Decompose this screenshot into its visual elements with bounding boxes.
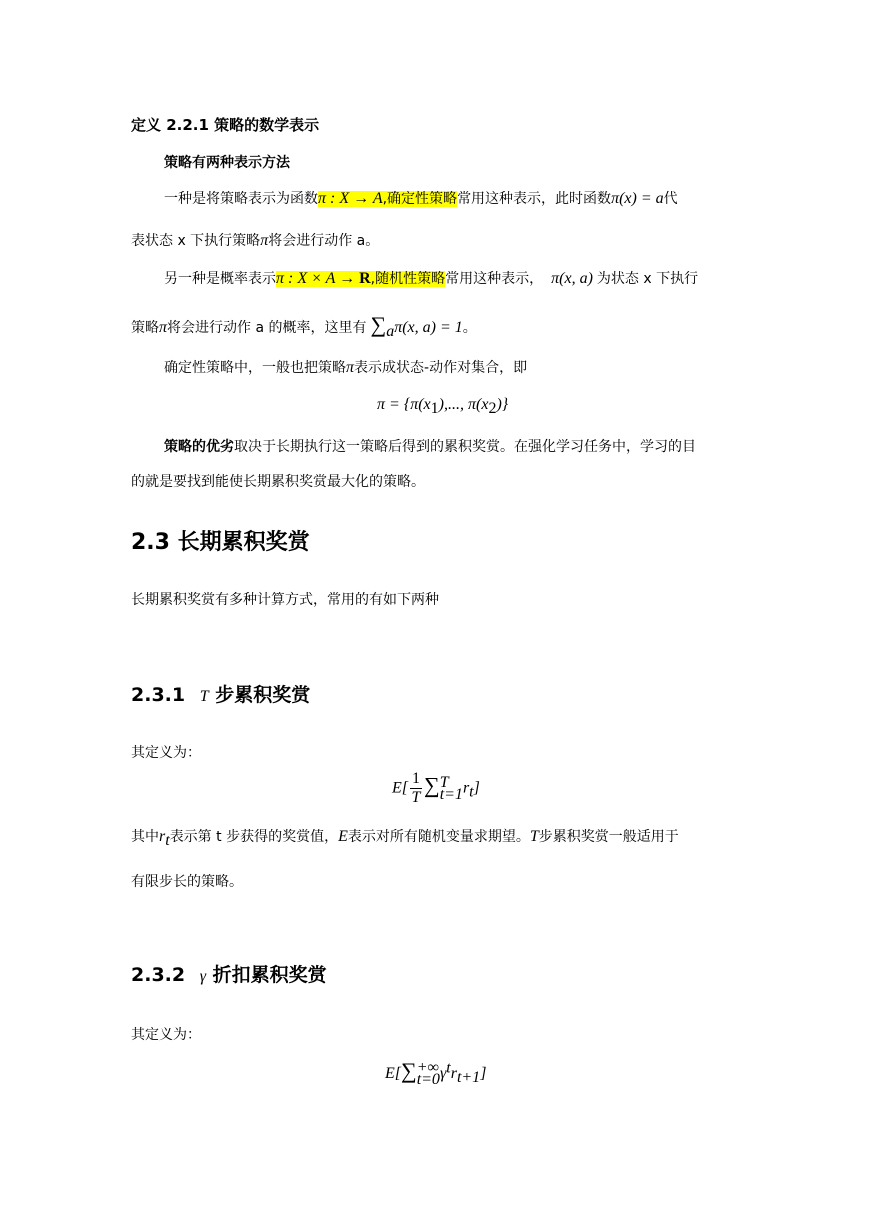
definition-title: 定义 2.2.1 策略的数学表示: [131, 116, 320, 134]
formula-subscript: t+1: [456, 1068, 481, 1086]
sum-symbol: ∑: [401, 1058, 417, 1083]
paragraph-t-step-line2: 有限步长的策略。: [131, 874, 243, 890]
text-span: 表示第 t 步获得的奖赏值，: [169, 829, 339, 845]
formula-deterministic: π : X → A: [318, 190, 383, 207]
heading-symbol: T: [199, 688, 209, 705]
formula-part: ]: [480, 1065, 487, 1082]
paragraph-t-step-line1: [131, 826, 679, 850]
highlight-label: ,确定性策略: [382, 191, 458, 207]
sum-lower: t=1: [439, 785, 463, 803]
section-2-3-text: 长期累积奖赏有多种计算方式，常用的有如下两种: [131, 592, 439, 608]
formula-subscript: 1: [430, 399, 439, 417]
text-span: 取决于长期执行这一策略后得到的累积奖赏。在强化学习任务中，学习的目: [234, 439, 696, 455]
section-heading-2-3: 2.3 长期累积奖赏: [131, 530, 310, 555]
text-span: 常用这种表示，: [445, 271, 544, 287]
text-span: 确定性策略中，一般也把策略: [164, 360, 346, 376]
formula-t-step-reward: [392, 770, 480, 807]
text-span: 表状态 x 下执行策略: [131, 233, 261, 249]
formula-subscript: t: [165, 831, 170, 849]
paragraph-quality-line2: 的就是要找到能使长期累积奖赏最大化的策略。: [131, 474, 425, 490]
fraction-numerator: 1: [412, 770, 420, 787]
formula-part: E[: [392, 779, 408, 797]
heading-text: 折扣累积奖赏: [212, 964, 327, 986]
formula-part: E: [338, 828, 348, 845]
text-span: 另一种是概率表示: [164, 271, 276, 287]
formula-pi-x: π(x) = a: [611, 190, 664, 207]
heading-symbol: γ: [199, 968, 207, 985]
sum-symbol: ∑: [370, 312, 387, 337]
formula-part: T: [529, 828, 539, 845]
sum-limits: [416, 1059, 440, 1088]
sum-upper: +∞: [416, 1059, 439, 1076]
text-span: 将会进行动作 a 的概率，这里有: [167, 320, 367, 336]
text-span: 其中: [131, 829, 159, 845]
sum-lower: t=0: [416, 1071, 440, 1088]
text-span: 步累积奖赏一般适用于: [538, 829, 679, 845]
highlight-label: ,随机性策略: [370, 271, 446, 287]
heading-text: 步累积奖赏: [215, 684, 311, 706]
formula-part: r: [450, 1065, 457, 1082]
definition-subtitle: 策略有两种表示方法: [164, 155, 290, 171]
formula-part: ]: [473, 779, 480, 797]
sum-limits: [439, 773, 463, 803]
heading-number: 2.3.1: [131, 684, 186, 706]
text-span: 常用这种表示，此时函数: [457, 191, 612, 207]
text-span: 表示成状态-动作对集合，即: [354, 360, 528, 376]
formula-superscript: t: [446, 1059, 451, 1077]
formula-part: ),..., π(x: [438, 396, 489, 413]
text-span: 。: [462, 320, 477, 336]
heading-number: 2.3.2: [131, 964, 186, 986]
formula-part: r: [462, 779, 470, 797]
paragraph-deterministic-line2: [131, 230, 379, 250]
text-span: 表示对所有随机变量求期望。: [347, 829, 530, 845]
highlight-deterministic: [318, 191, 457, 207]
highlight-stochastic: [276, 271, 445, 287]
fraction: [410, 770, 422, 807]
text-span: 代: [663, 191, 678, 207]
paragraph-stochastic-line2: [131, 312, 477, 341]
definition-label: 其定义为：: [131, 745, 201, 761]
formula-subscript: 2: [488, 399, 497, 417]
text-span: 策略: [131, 320, 159, 336]
paragraph-stochastic-line1: [164, 266, 698, 292]
text-span: 一种是将策略表示为函数: [164, 191, 318, 207]
paragraph-quality-line1: [164, 436, 696, 456]
paragraph-deterministic-line1: [164, 186, 678, 212]
text-bold: 策略的优劣: [164, 439, 234, 455]
formula-part: E[: [385, 1065, 401, 1082]
paragraph-state-action: [164, 357, 527, 377]
formula-part: r: [159, 828, 166, 845]
sum-symbol: ∑: [424, 772, 440, 798]
formula-pi-xa: π(x, a): [551, 270, 593, 287]
text-span: 为状态 x 下执行: [596, 271, 699, 287]
definition-label: 其定义为：: [131, 1027, 201, 1043]
sum-upper: T: [439, 773, 449, 791]
formula-pi: π: [260, 232, 269, 249]
formula-pi: π: [346, 359, 355, 376]
formula-pi: π: [159, 319, 168, 336]
formula-real-set: R: [359, 270, 371, 287]
fraction-denominator: T: [411, 789, 421, 806]
text-span: 将会进行动作 a。: [268, 233, 380, 249]
sum-subscript: a: [386, 322, 395, 340]
section-heading-2-3-2: [131, 960, 327, 987]
formula-subscript: t: [469, 783, 474, 801]
formula-stochastic: π : X × A →: [276, 270, 360, 287]
formula-part: γ: [439, 1065, 447, 1082]
section-heading-2-3-1: [131, 680, 310, 707]
formula-part: π = {π(x: [377, 396, 431, 413]
formula-sum-expr: π(x, a) = 1: [394, 319, 463, 336]
formula-policy-set: [377, 396, 508, 418]
formula-part: )}: [496, 396, 509, 413]
formula-discounted-reward: [385, 1058, 486, 1087]
